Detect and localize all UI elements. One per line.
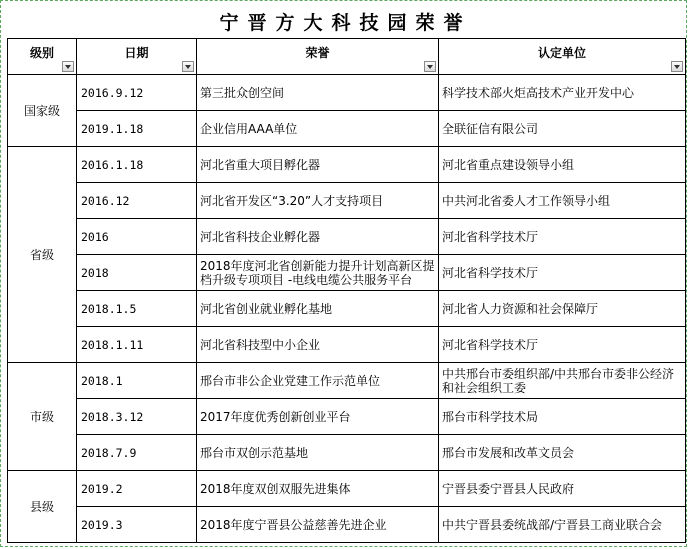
honors-table [7, 38, 686, 543]
unit-cell[interactable]: 河北省科学技术厅 [439, 255, 686, 291]
date-cell[interactable]: 2016.12 [77, 183, 197, 219]
honor-cell[interactable]: 2017年度优秀创新创业平台 [197, 399, 439, 435]
date-cell[interactable]: 2018.1 [77, 363, 197, 399]
unit-cell[interactable]: 中共河北省委人才工作领导小组 [439, 183, 686, 219]
honor-cell[interactable]: 2018年度河北省创新能力提升计划高新区提档升级专项项目 -电线电缆公共服务平台 [197, 255, 439, 291]
level-cell[interactable]: 市级 [8, 363, 77, 471]
column-header-honor [197, 39, 439, 75]
honor-cell[interactable]: 2018年度双创双服先进集体 [197, 471, 439, 507]
unit-cell[interactable]: 科学技术部火炬高技术产业开发中心 [439, 75, 686, 111]
page-title: 宁晋方大科技园荣誉 [219, 11, 472, 34]
date-cell[interactable]: 2019.3 [77, 507, 197, 543]
chevron-down-icon [674, 65, 680, 69]
table-row [8, 147, 686, 183]
date-cell[interactable]: 2018 [77, 255, 197, 291]
date-cell[interactable]: 2019.2 [77, 471, 197, 507]
chevron-down-icon [65, 65, 71, 69]
date-cell[interactable]: 2018.3.12 [77, 399, 197, 435]
level-cell[interactable]: 县级 [8, 471, 77, 543]
table-row [8, 111, 686, 147]
unit-cell[interactable]: 河北省重点建设领导小组 [439, 147, 686, 183]
table-row [8, 75, 686, 111]
date-cell[interactable]: 2016.9.12 [77, 75, 197, 111]
date-cell[interactable]: 2016.1.18 [77, 147, 197, 183]
column-header-date-label: 日期 [124, 46, 149, 60]
filter-dropdown-level-button[interactable] [62, 61, 74, 72]
level-cell[interactable]: 国家级 [8, 75, 77, 147]
table-row [8, 471, 686, 507]
header-row [8, 39, 686, 75]
table-row [8, 183, 686, 219]
date-cell[interactable]: 2016 [77, 219, 197, 255]
table-row [8, 255, 686, 291]
unit-cell[interactable]: 河北省科学技术厅 [439, 327, 686, 363]
unit-cell[interactable]: 邢台市科学技术局 [439, 399, 686, 435]
filter-dropdown-unit-button[interactable] [671, 61, 683, 72]
column-header-unit [439, 39, 686, 75]
date-cell[interactable]: 2018.1.5 [77, 291, 197, 327]
date-cell[interactable]: 2018.7.9 [77, 435, 197, 471]
level-cell[interactable]: 省级 [8, 147, 77, 363]
table-row [8, 399, 686, 435]
honor-cell[interactable]: 河北省重大项目孵化器 [197, 147, 439, 183]
column-header-unit-label: 认定单位 [537, 46, 586, 60]
chevron-down-icon [427, 65, 433, 69]
date-cell[interactable]: 2018.1.11 [77, 327, 197, 363]
filter-dropdown-date-button[interactable] [182, 61, 194, 72]
honor-cell[interactable]: 河北省开发区“3.20”人才支持项目 [197, 183, 439, 219]
unit-cell[interactable]: 中共宁晋县委统战部/宁晋县工商业联合会 [439, 507, 686, 543]
unit-cell[interactable]: 邢台市发展和改革文员会 [439, 435, 686, 471]
column-header-level [8, 39, 77, 75]
honor-cell[interactable]: 邢台市双创示范基地 [197, 435, 439, 471]
table-row [8, 435, 686, 471]
filter-dropdown-honor-button[interactable] [424, 61, 436, 72]
unit-cell[interactable]: 全联征信有限公司 [439, 111, 686, 147]
unit-cell[interactable]: 中共邢台市委组织部/中共邢台市委非公经济和社会组织工委 [439, 363, 686, 399]
column-header-honor-label: 荣誉 [305, 46, 330, 60]
table-row [8, 219, 686, 255]
chevron-down-icon [185, 65, 191, 69]
column-header-level-label: 级别 [29, 46, 54, 60]
unit-cell[interactable]: 河北省人力资源和社会保障厅 [439, 291, 686, 327]
table-row [8, 291, 686, 327]
honor-cell[interactable]: 河北省科技企业孵化器 [197, 219, 439, 255]
honor-cell[interactable]: 第三批众创空间 [197, 75, 439, 111]
column-header-date [77, 39, 197, 75]
unit-cell[interactable]: 宁晋县委宁晋县人民政府 [439, 471, 686, 507]
honor-cell[interactable]: 河北省创业就业孵化基地 [197, 291, 439, 327]
honor-cell[interactable]: 2018年度宁晋县公益慈善先进企业 [197, 507, 439, 543]
honor-cell[interactable]: 邢台市非公企业党建工作示范单位 [197, 363, 439, 399]
honor-cell[interactable]: 企业信用AAA单位 [197, 111, 439, 147]
table-row [8, 507, 686, 543]
table-row [8, 327, 686, 363]
unit-cell[interactable]: 河北省科学技术厅 [439, 219, 686, 255]
table-row [8, 363, 686, 399]
date-cell[interactable]: 2019.1.18 [77, 111, 197, 147]
honor-cell[interactable]: 河北省科技型中小企业 [197, 327, 439, 363]
